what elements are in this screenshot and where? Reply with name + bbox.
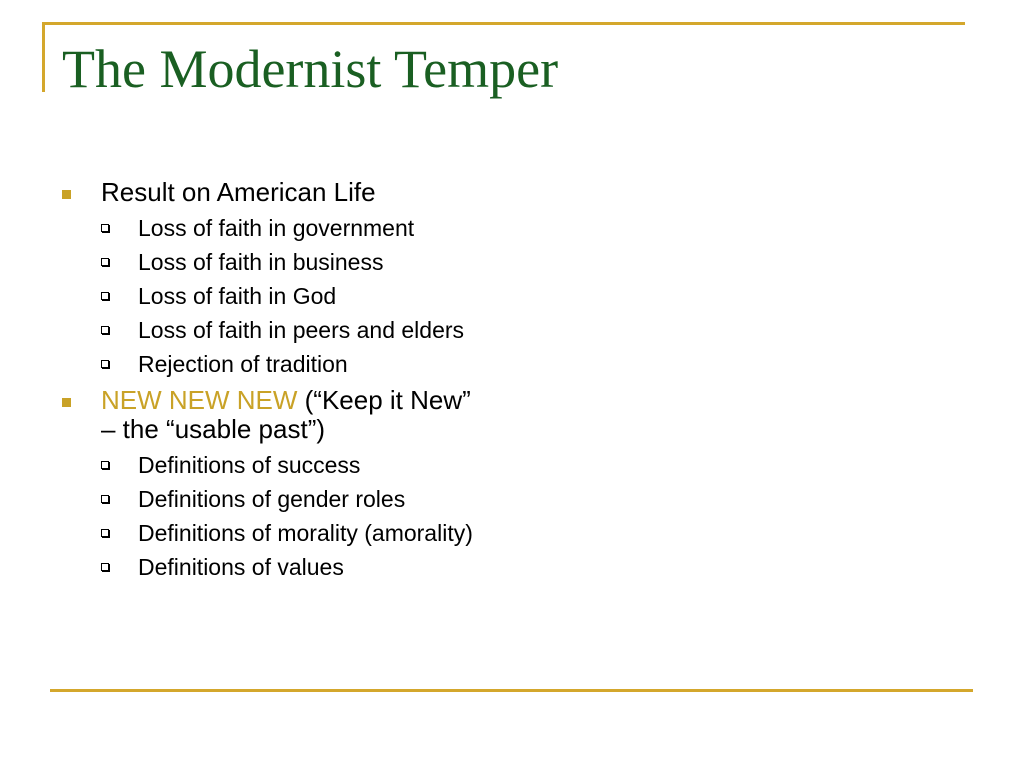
sub-bullet-text: Loss of faith in government (138, 215, 415, 241)
bullet-highlight-text: NEW NEW NEW (101, 385, 298, 415)
sub-bullet-item (62, 216, 522, 241)
sub-bullet-text: Definitions of morality (amorality) (138, 520, 473, 546)
hollow-square-bullet-icon (101, 258, 109, 266)
sub-bullet-text: Definitions of values (138, 554, 344, 580)
hollow-square-bullet-icon (101, 495, 109, 503)
slide-title: The Modernist Temper (62, 39, 559, 99)
sub-bullet-text: Definitions of gender roles (138, 486, 406, 512)
sub-bullet-item (62, 250, 522, 275)
hollow-square-bullet-icon (101, 292, 109, 300)
sub-bullet-text: Rejection of tradition (138, 351, 348, 377)
hollow-square-bullet-icon (101, 224, 109, 232)
sub-bullet-item (62, 555, 522, 580)
square-bullet-icon (62, 190, 71, 199)
sub-bullet-item (62, 318, 518, 343)
slide-content (62, 178, 522, 589)
sub-bullet-item (62, 284, 522, 309)
bullet-text: (“Keep it New” – the “usable past”) (101, 385, 471, 444)
sub-bullet-text: Loss of faith in God (138, 283, 337, 309)
hollow-square-bullet-icon (101, 360, 109, 368)
accent-line-bottom (50, 689, 973, 692)
sub-bullet-item (62, 487, 522, 512)
sub-bullet-item (62, 521, 488, 546)
sub-bullet-text: Definitions of success (138, 452, 361, 478)
sub-bullet-item (62, 352, 522, 377)
bullet-result-on-american-life (62, 178, 522, 207)
square-bullet-icon (62, 398, 71, 407)
bullet-new-new-new (62, 386, 481, 444)
bullet-text: Result on American Life (101, 177, 376, 207)
sub-bullet-item (62, 453, 522, 478)
hollow-square-bullet-icon (101, 461, 109, 469)
hollow-square-bullet-icon (101, 529, 109, 537)
accent-line-vertical (42, 22, 45, 92)
hollow-square-bullet-icon (101, 326, 109, 334)
accent-line-top (42, 22, 965, 25)
sub-bullet-text: Loss of faith in peers and elders (138, 317, 465, 343)
sub-bullet-text: Loss of faith in business (138, 249, 384, 275)
hollow-square-bullet-icon (101, 563, 109, 571)
